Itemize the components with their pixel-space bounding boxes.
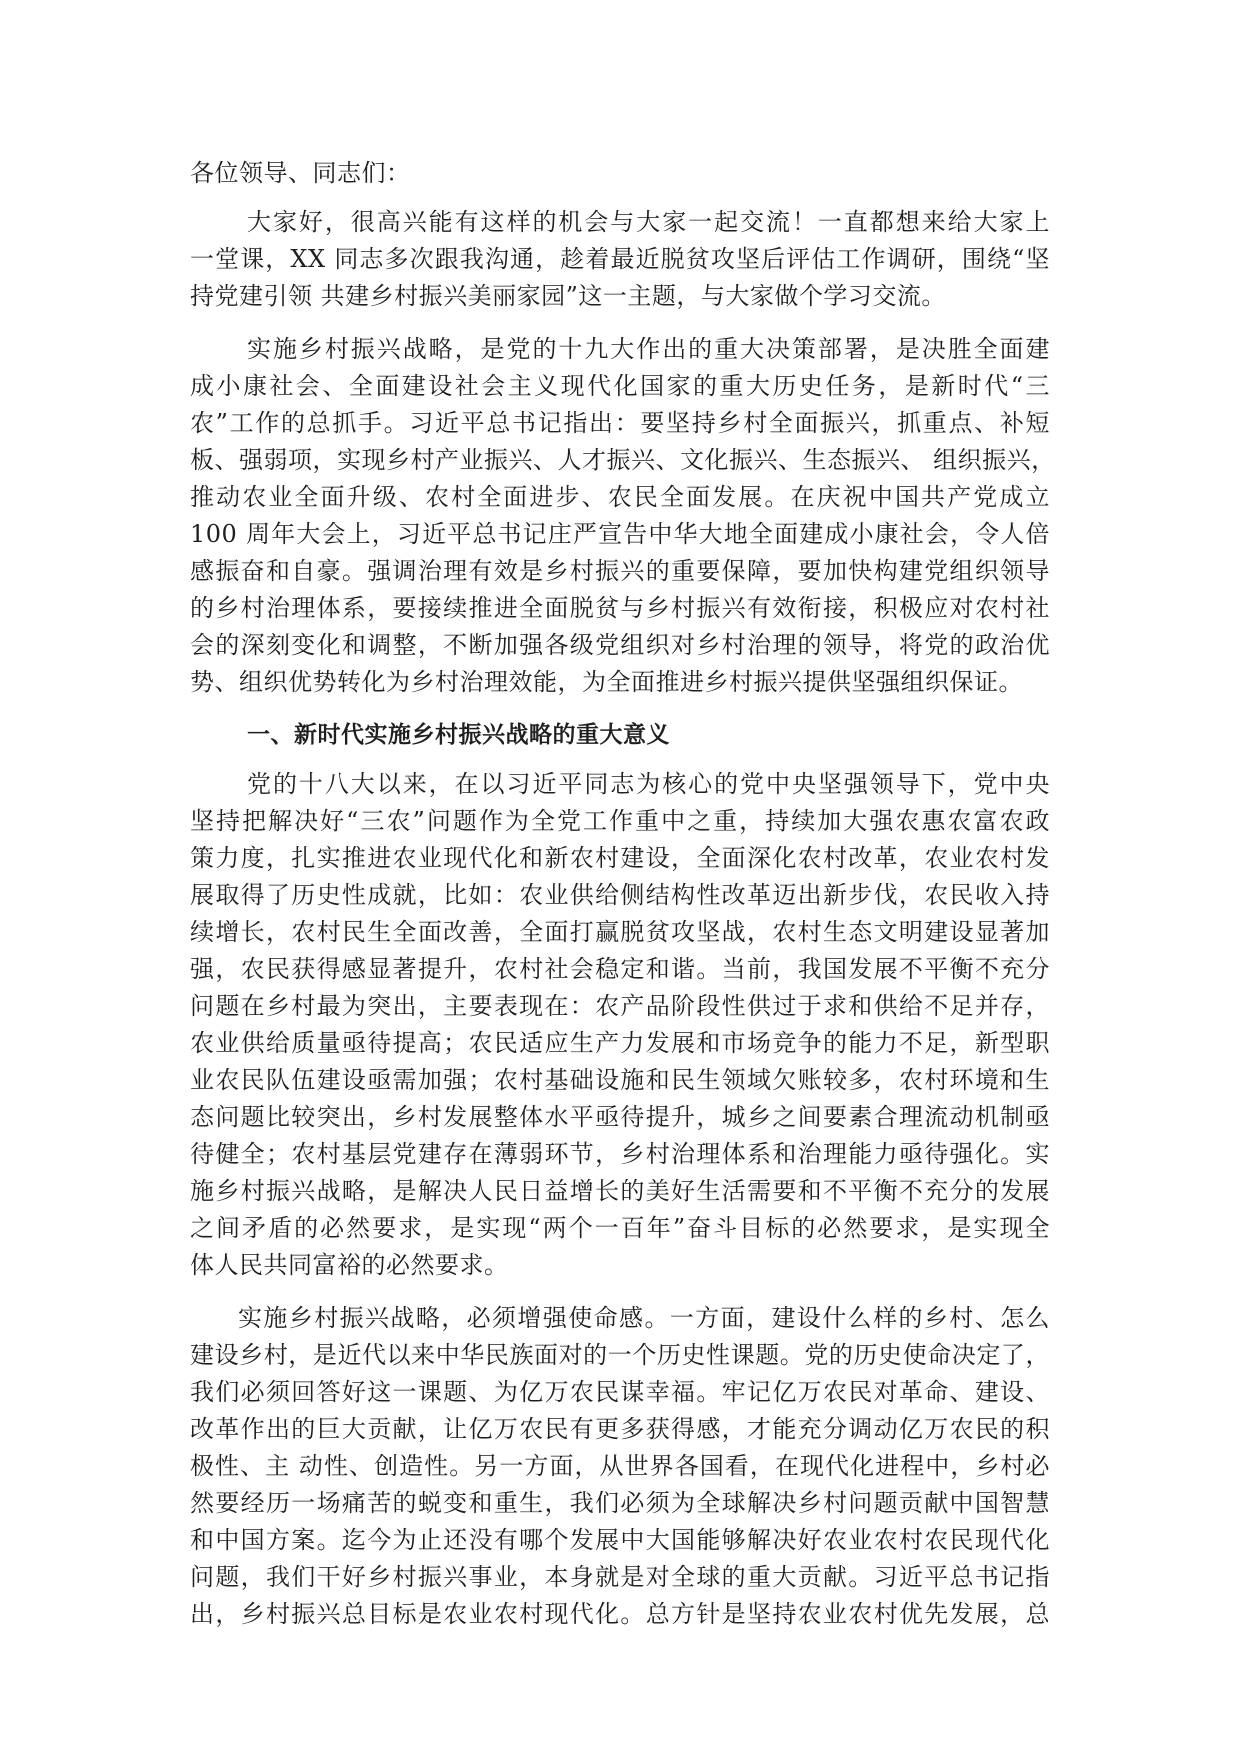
text-line: 策力度，扎实推进农业现代化和新农村建设，全面深化农村改革，农业农村发 bbox=[190, 844, 1050, 872]
salutation: 各位领导、同志们： bbox=[190, 159, 411, 187]
text-line: 问题，我们干好乡村振兴事业，本身就是对全球的重大贡献。习近平总书记指 bbox=[190, 1563, 1050, 1591]
text-line: 100 周年大会上，习近平总书记庄严宣告中华大地全面建成小康社会，令人倍 bbox=[190, 520, 1050, 548]
text-line: 展取得了历史性成就，比如：农业供给侧结构性改革迈出新步伐，农民收入持 bbox=[190, 881, 1050, 909]
text-line: 持党建引领 共建乡村振兴美丽家园”这一主题，与大家做个学习交流。 bbox=[190, 282, 946, 310]
text-line: 待健全；农村基层党建存在薄弱环节，乡村治理体系和治理能力亟待强化。实 bbox=[190, 1140, 1050, 1168]
text-line: 农”工作的总抓手。习近平总书记指出：要坚持乡村全面振兴，抓重点、补短 bbox=[190, 409, 1050, 437]
text-line: 实施乡村振兴战略，是党的十九大作出的重大决策部署，是决胜全面建 bbox=[247, 335, 1050, 363]
text-line: 推动农业全面升级、农村全面进步、农民全面发展。在庆祝中国共产党成立 bbox=[190, 483, 1050, 511]
text-line: 和中国方案。迄今为止还没有哪个发展中大国能够解决好农业农村农民现代化 bbox=[190, 1526, 1050, 1554]
text-line: 的乡村治理体系，要接续推进全面脱贫与乡村振兴有效衔接，积极应对农村社 bbox=[190, 594, 1050, 622]
text-line: 极性、主 动性、创造性。另一方面，从世界各国看，在现代化进程中，乡村必 bbox=[190, 1452, 1050, 1480]
text-line: 成小康社会、全面建设社会主义现代化国家的重大历史任务，是新时代“三 bbox=[190, 372, 1050, 400]
paragraph-mission bbox=[190, 1300, 1050, 1633]
text-line: 实施乡村振兴战略，必须增强使命感。一方面，建设什么样的乡村、怎么 bbox=[238, 1304, 1050, 1332]
text-line: 出，乡村振兴总目标是农业农村现代化。总方针是坚持农业农村优先发展，总 bbox=[190, 1600, 1050, 1628]
text-line: 施乡村振兴战略，是解决人民日益增长的美好生活需要和不平衡不充分的发展 bbox=[190, 1177, 1050, 1205]
text-line: 续增长，农村民生全面改善，全面打赢脱贫攻坚战，农村生态文明建设显著加 bbox=[190, 918, 1050, 946]
text-line: 感振奋和自豪。强调治理有效是乡村振兴的重要保障，要加快构建党组织领导 bbox=[190, 557, 1050, 585]
text-line: 体人民共同富裕的必然要求。 bbox=[190, 1251, 509, 1279]
text-line: 之间矛盾的必然要求，是实现“两个一百年”奋斗目标的必然要求，是实现全 bbox=[190, 1214, 1050, 1242]
text-line: 板、强弱项，实现乡村产业振兴、人才振兴、文化振兴、生态振兴、 组织振兴， bbox=[190, 446, 1056, 474]
text-line: 党的十八大以来，在以习近平同志为核心的党中央坚强领导下，党中央 bbox=[247, 770, 1050, 798]
document-body bbox=[190, 155, 1056, 1649]
text-line: 问题在乡村最为突出，主要表现在：农产品阶段性供过于求和供给不足并存， bbox=[190, 992, 1050, 1020]
text-line: 态问题比较突出，乡村发展整体水平亟待提升，城乡之间要素合理流动机制亟 bbox=[190, 1103, 1050, 1131]
text-line: 农业供给质量亟待提高；农民适应生产力发展和市场竞争的能力不足，新型职 bbox=[190, 1029, 1050, 1057]
paragraph-intro bbox=[190, 204, 1050, 315]
text-line: 我们必须回答好这一课题、为亿万农民谋幸福。牢记亿万农民对革命、建设、 bbox=[190, 1378, 1050, 1406]
text-line: 建设乡村，是近代以来中华民族面对的一个历史性课题。党的历史使命决定了， bbox=[190, 1341, 1050, 1369]
text-line: 改革作出的巨大贡献，让亿万农民有更多获得感，才能充分调动亿万农民的积 bbox=[190, 1415, 1050, 1443]
paragraph-significance bbox=[190, 766, 1050, 1284]
text-line: 然要经历一场痛苦的蜕变和重生，我们必须为全球解决乡村问题贡献中国智慧 bbox=[190, 1489, 1050, 1517]
text-line: 大家好，很高兴能有这样的机会与大家一起交流！一直都想来给大家上 bbox=[247, 208, 1050, 236]
section-heading: 一、新时代实施乡村振兴战略的重大意义 bbox=[247, 722, 670, 748]
text-line: 坚持把解决好“三农”问题作为全党工作重中之重，持续加大强农惠农富农政 bbox=[190, 807, 1050, 835]
text-line: 一堂课，XX 同志多次跟我沟通，趁着最近脱贫攻坚后评估工作调研，围绕“坚 bbox=[190, 245, 1050, 273]
text-line: 强，农民获得感显著提升，农村社会稳定和谐。当前，我国发展不平衡不充分 bbox=[190, 955, 1050, 983]
text-line: 势、组织优势转化为乡村治理效能，为全面推进乡村振兴提供坚强组织保证。 bbox=[190, 668, 1023, 696]
paragraph-strategy bbox=[190, 331, 1056, 701]
text-line: 会的深刻变化和调整，不断加强各级党组织对乡村治理的领导，将党的政治优 bbox=[190, 631, 1050, 659]
text-line: 业农民队伍建设亟需加强；农村基础设施和民生领域欠账较多，农村环境和生 bbox=[190, 1066, 1050, 1094]
